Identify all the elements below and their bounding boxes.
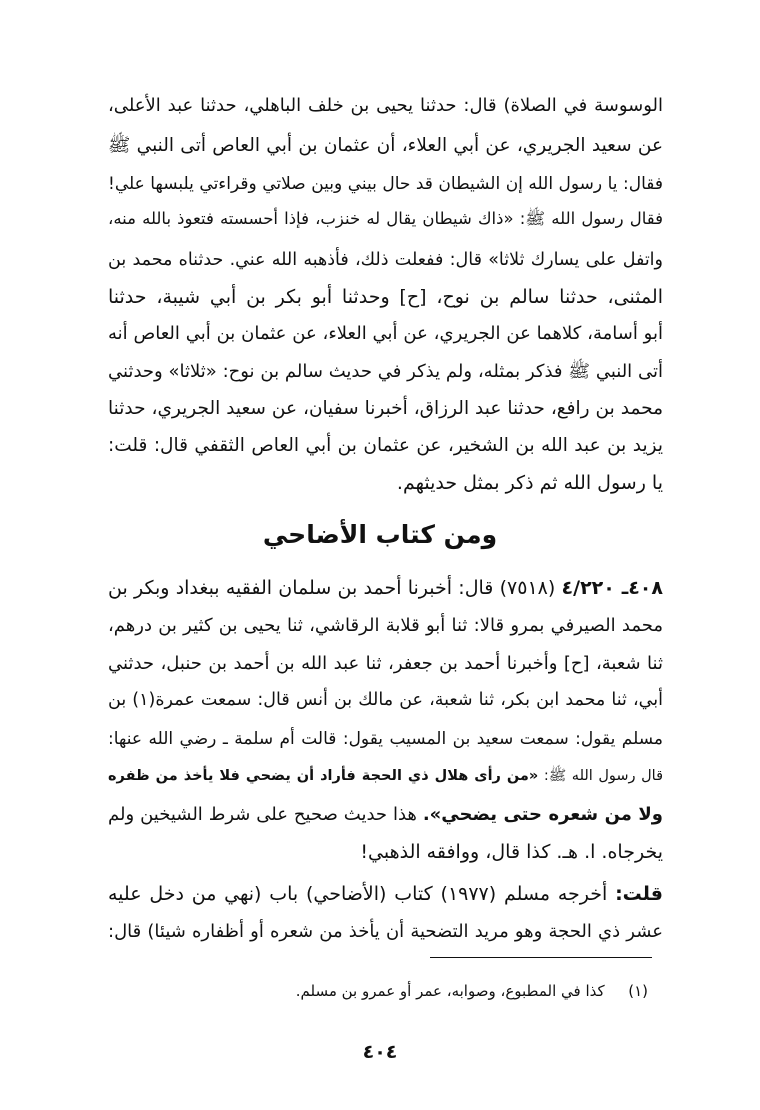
footnote-marker: (١) — [628, 982, 648, 1000]
grading-text: هذا حديث صحيح على شرط الشيخين ولم — [108, 804, 417, 825]
hadith-line: ثنا شعبة، [ح] وأخبرنا أحمد بن جعفر، ثنا عبد الله بن أحمد بن حنبل، حدثني — [108, 653, 663, 674]
footnote — [296, 981, 648, 1001]
comment-text: أخرجه مسلم (١٩٧٧) كتاب (الأضاحي) باب (نهي من دخل عليه — [108, 883, 608, 905]
paragraph-line: أتى النبي ﷺ فذكر بمثله، ولم يذكر في حديث سالم بن نوح: «ثلاثا» وحدثني — [108, 361, 663, 382]
comment-label: قلت: — [615, 883, 663, 905]
prophetic-quote-end: ولا من شعره حتى يضحي». — [422, 804, 663, 825]
hadith-reference-number: (٧٥١٨) — [499, 577, 556, 599]
paragraph-line: أبو أسامة، كلاهما عن الجريري، عن أبي العلاء، عن عثمان بن أبي العاص أنه — [108, 323, 663, 344]
paragraph-line: فقال: يا رسول الله إن الشيطان قد حال بيني وبين صلاتي وقراءتي يلبسها علي! — [108, 174, 663, 194]
comment-line — [108, 882, 663, 906]
hadith-line: محمد الصيرفي بمرو قالا: ثنا أبو قلابة الرقاشي، ثنا يحيى بن كثير بن درهم، — [108, 615, 663, 636]
quote-intro: قال رسول الله ﷺ: — [543, 768, 664, 784]
hadith-quote-line — [108, 764, 663, 788]
footnote-text: كذا في المطبوع، وصوابه، عمر أو عمرو بن مسلم. — [295, 982, 605, 1000]
hadith-first-line — [108, 576, 663, 600]
paragraph-line: فقال رسول الله ﷺ: «ذاك شيطان يقال له خنزب، فإذا أحسسته فتعوذ بالله منه، — [108, 209, 663, 228]
paragraph-line: محمد بن رافع، حدثنا عبد الرزاق، أخبرنا سفيان، عن سعيد الجريري، حدثنا — [108, 398, 663, 419]
comment-line: عشر ذي الحجة وهو مريد التضحية أن يأخذ من شعره أو أظفاره شيئا) قال: — [108, 921, 663, 942]
paragraph-line: واتفل على يسارك ثلاثا» قال: ففعلت ذلك، فأذهبه الله عني. حدثناه محمد بن — [108, 250, 663, 270]
hadith-number: ٤٠٨ـ ٤/٢٢٠ — [561, 577, 663, 599]
paragraph-line: المثنى، حدثنا سالم بن نوح، [ح] وحدثنا أبو بكر بن أبي شيبة، حدثنا — [108, 286, 663, 308]
chapter-title: ومن كتاب الأضاحي — [262, 520, 498, 549]
hadith-text: قال: أخبرنا أحمد بن سلمان الفقيه ببغداد وبكر بن — [108, 577, 494, 599]
footnote-divider — [430, 957, 652, 958]
prophetic-quote: «من رأى هلال ذي الحجة فأراد أن يضحي فلا يأخذ من ظفره — [108, 768, 539, 784]
paragraph-line: عن سعيد الجريري، عن أبي العلاء، أن عثمان بن أبي العاص أتى النبي ﷺ — [108, 135, 663, 156]
hadith-line: يخرجاه. ا. هـ. كذا قال، ووافقه الذهبي! — [360, 841, 663, 863]
hadith-line: أبي، ثنا محمد ابن بكر، ثنا شعبة، عن مالك بن أنس قال: سمعت عمرة(١) بن — [108, 690, 663, 710]
page-number: ٤٠٤ — [362, 1041, 398, 1063]
hadith-line: مسلم يقول: سمعت سعيد بن المسيب يقول: قالت أم سلمة ـ رضي الله عنها: — [108, 729, 663, 749]
paragraph-line: يزيد بن عبد الله بن الشخير، عن عثمان بن أبي العاص الثقفي قال: قلت: — [108, 435, 663, 456]
hadith-quote-line — [108, 803, 663, 827]
paragraph-line: الوسوسة في الصلاة) قال: حدثنا يحيى بن خلف الباهلي، حدثنا عبد الأعلى، — [108, 95, 663, 116]
paragraph-line: يا رسول الله ثم ذكر بمثل حديثهم. — [396, 472, 663, 494]
